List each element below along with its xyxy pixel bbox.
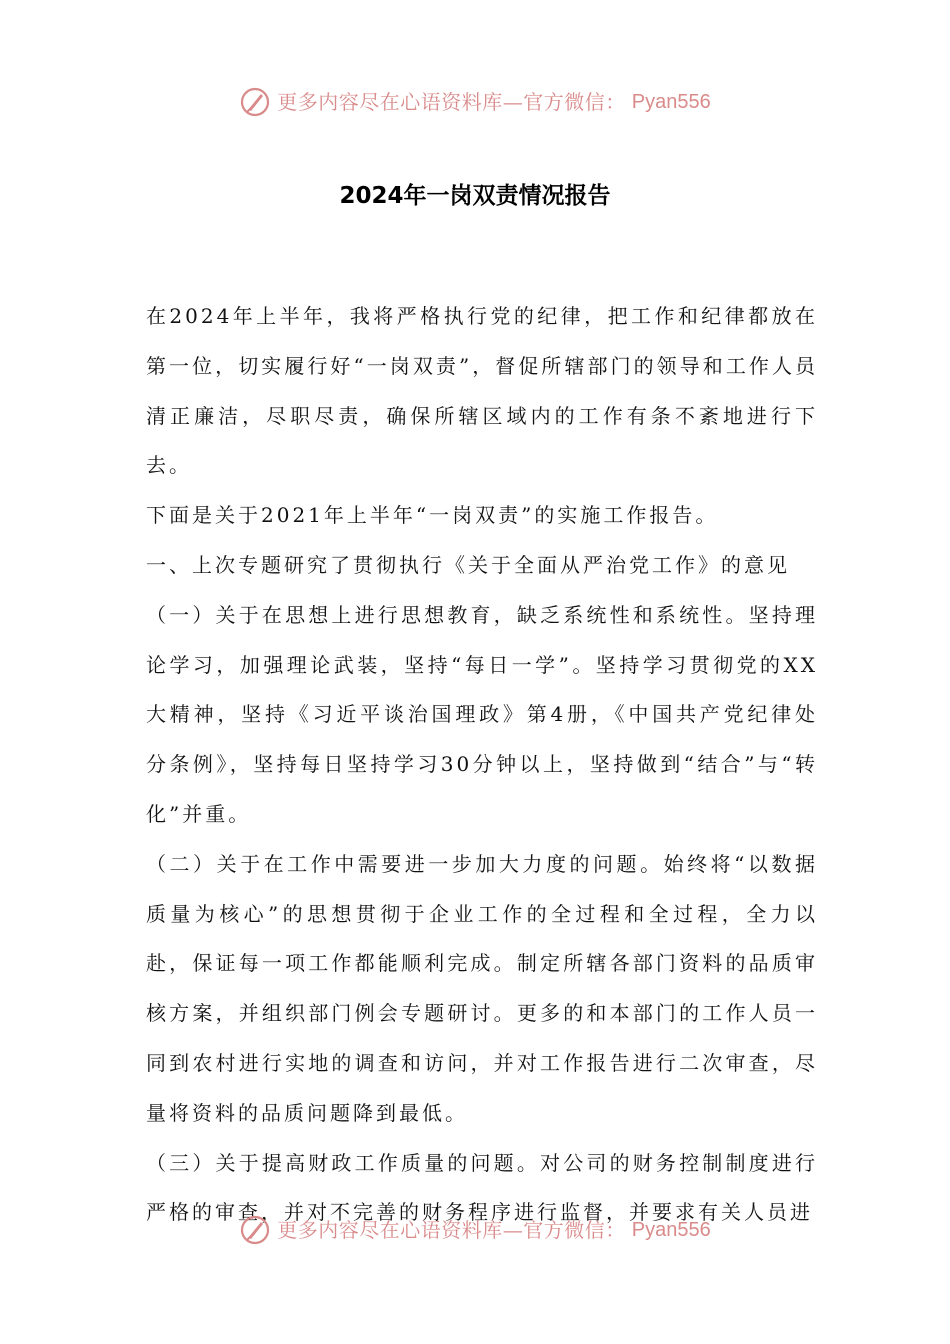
header-watermark [0,86,950,118]
document-body [146,292,818,1238]
quill-logo-icon [239,86,271,118]
watermark-wechat-id: Pyan556 [631,1219,711,1241]
watermark-text: 更多内容尽在心语资料库—官方微信： [277,1218,626,1242]
watermark-text: 更多内容尽在心语资料库—官方微信： [277,90,626,114]
paragraph-item-two: （二）关于在工作中需要进一步加大力度的问题。始终将“以数据质量为核心”的思想贯彻于企业工作的全过程和全过程，全力以赴，保证每一项工作都能顺利完成。制定所辖各部门资料的品质审核方案，并组织部门例会专题研讨。更多的和本部门的工作人员一同到农村进行实地的调查和访问，并对工作报告进行二次审查，尽量将资料的品质问题降到最低。 [146,851,818,1125]
paragraph-report-intro: 下面是关于2021年上半年“一岗双责”的实施工作报告。 [146,503,719,528]
watermark-wechat-id: Pyan556 [631,91,711,113]
paragraph-section-one-heading: 一、上次专题研究了贯彻执行《关于全面从严治党工作》的意见 [146,552,790,577]
paragraph-intro: 在2024年上半年，我将严格执行党的纪律，把工作和纪律都放在第一位，切实履行好“一岗双责”，督促所辖部门的领导和工作人员清正廉洁，尽职尽责，确保所辖区域内的工作有条不紊地进行下去。 [146,304,818,478]
document-title: 2024年一岗双责情况报告 [339,183,611,209]
paragraph-item-one: （一）关于在思想上进行思想教育，缺乏系统性和系统性。坚持理论学习，加强理论武装，坚持“每日一学”。坚持学习贯彻党的XX大精神，坚持《习近平谈治国理政》第4册，《中国共产党纪律处分条例》，坚持每日坚持学习30分钟以上，坚持做到“结合”与“转化”并重。 [146,602,818,826]
footer-watermark [0,1214,950,1246]
quill-logo-icon [239,1214,271,1246]
paragraph-item-three: （三）关于提高财政工作质量的问题。对公司的财务控制制度进行严格的审查，并对不完善的财务程序进行监督，并要求有关人员进 [146,1150,818,1225]
